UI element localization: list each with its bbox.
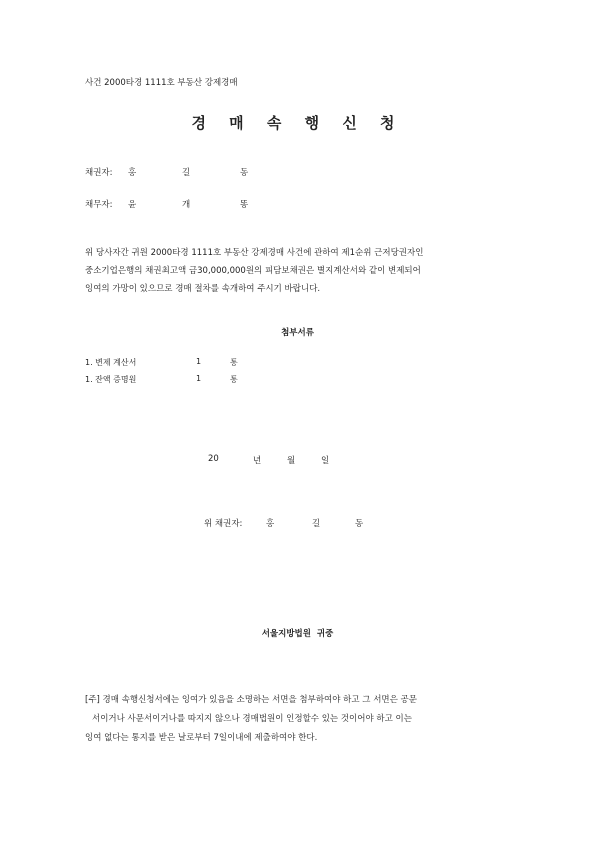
footnote-line: 잉여 없다는 통지를 받은 날로부터 7일이내에 제출하여야 한다. <box>85 733 318 743</box>
signature-line <box>204 517 374 529</box>
debtor-name-3: 똥 <box>240 200 249 210</box>
date-year: 20 <box>208 454 219 464</box>
date-day-label: 일 <box>321 456 330 466</box>
creditor-name-3: 동 <box>240 168 249 178</box>
body-line: 잉여의 가망이 있으므로 경매 절차를 속개하여 주시기 바랍니다. <box>85 284 321 294</box>
body-line: 위 당사자간 귀원 2000타경 1111호 부동산 강제경매 사건에 관하여 제1순위 근저당권자인 <box>85 248 424 258</box>
document-title: 경 매 속 행 신 청 <box>191 114 404 132</box>
attachment-qty: 1 <box>196 374 202 383</box>
attachment-name: 1. 잔액 증명원 <box>85 375 137 384</box>
court-recipient: 서울지방법원 귀중 <box>261 629 334 639</box>
request-body <box>85 244 423 298</box>
signature-label: 위 채권자: <box>204 519 243 529</box>
signature-name-1: 홍 <box>266 519 275 529</box>
footnote <box>85 691 417 748</box>
creditor-row <box>85 166 285 178</box>
attachment-unit: 통 <box>230 375 238 384</box>
creditor-name-2: 길 <box>182 168 191 178</box>
date-line <box>208 454 348 466</box>
footnote-line: 서이거나 사문서이거나를 따지지 않으나 경매법원이 인정할수 있는 것이어야 하고 이는 <box>92 714 412 724</box>
date-year-label: 년 <box>253 456 262 466</box>
attachment-unit: 통 <box>230 358 238 367</box>
creditor-label: 채권자: <box>85 168 113 178</box>
attachments-heading: 첨부서류 <box>281 328 314 338</box>
debtor-name-1: 윤 <box>128 200 137 210</box>
attachment-qty: 1 <box>196 357 202 366</box>
signature-name-2: 길 <box>312 519 321 529</box>
debtor-label: 채무자: <box>85 200 113 210</box>
attachment-item <box>85 357 285 369</box>
body-line: 중소기업은행의 채권최고액 금30,000,000원의 피담보채권은 별지계산서와 같이 변제되어 <box>85 266 421 276</box>
signature-name-3: 동 <box>355 519 364 529</box>
debtor-row <box>85 198 285 210</box>
debtor-name-2: 개 <box>182 200 191 210</box>
date-month-label: 월 <box>287 456 296 466</box>
case-number: 사건 2000타경 1111호 부동산 강제경매 <box>85 78 238 88</box>
attachment-name: 1. 변제 계산서 <box>85 358 137 367</box>
creditor-name-1: 홍 <box>128 168 137 178</box>
attachment-item <box>85 374 285 386</box>
footnote-line: [주] 경매 속행신청서에는 잉여가 있음을 소명하는 서면을 첨부하여야 하고 그 서면은 공문 <box>85 695 417 705</box>
